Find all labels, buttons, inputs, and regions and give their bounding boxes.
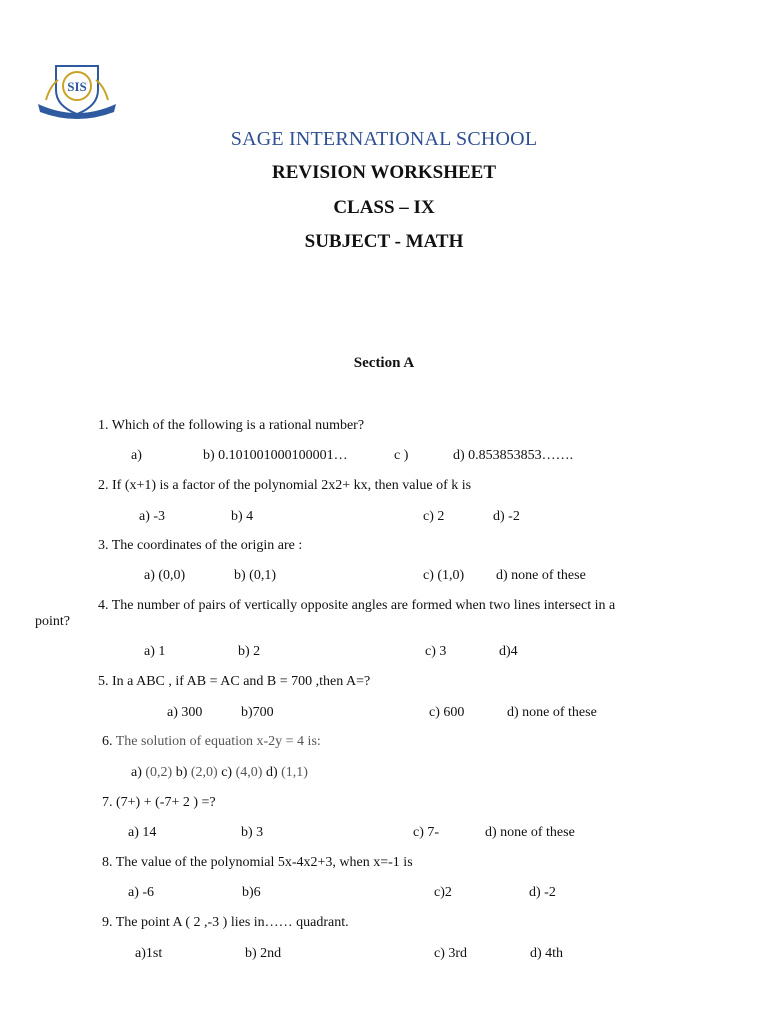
q6-option-b-label: b) bbox=[175, 765, 188, 780]
q6-option-d-value: (1,1) bbox=[281, 765, 308, 780]
q5-option-b: b)700 bbox=[241, 705, 274, 720]
question-6 bbox=[102, 734, 321, 750]
school-name: SAGE INTERNATIONAL SCHOOL bbox=[230, 128, 538, 150]
question-6-number: 6. bbox=[102, 734, 113, 749]
q4-option-d: d)4 bbox=[499, 644, 518, 659]
school-logo-emblem bbox=[34, 60, 120, 122]
q6-option-b-value: (2,0) bbox=[190, 765, 218, 780]
q1-option-c: c ) bbox=[394, 448, 409, 463]
question-5: 5. In a ABC , if AB = AC and B = 700 ,then A=? bbox=[98, 674, 371, 689]
q4-option-a: a) 1 bbox=[144, 644, 166, 659]
q8-option-b: b)6 bbox=[242, 885, 261, 900]
q8-option-a: a) -6 bbox=[128, 885, 155, 900]
q6-option-a-value: (0,2) bbox=[145, 765, 173, 780]
question-8: 8. The value of the polynomial 5x-4x2+3, when x=-1 is bbox=[102, 855, 413, 870]
q4-option-b: b) 2 bbox=[238, 644, 261, 659]
question-9: 9. The point A ( 2 ,-3 ) lies in…… quadrant. bbox=[102, 915, 349, 930]
question-4-continued: point? bbox=[35, 614, 70, 629]
q7-option-d: d) none of these bbox=[485, 825, 575, 840]
q5-option-d: d) none of these bbox=[507, 705, 597, 720]
q2-option-b: b) 4 bbox=[231, 509, 254, 524]
q9-option-c: c) 3rd bbox=[434, 946, 468, 961]
q5-option-a: a) 300 bbox=[167, 705, 203, 720]
q3-option-c: c) (1,0) bbox=[423, 568, 465, 583]
q1-option-b: b) 0.101001000100001… bbox=[203, 448, 348, 463]
q6-option-a-label: a) bbox=[131, 765, 142, 780]
q2-option-d: d) -2 bbox=[493, 509, 520, 524]
q6-option-d-label: d) bbox=[265, 765, 278, 780]
q8-option-d: d) -2 bbox=[529, 885, 556, 900]
question-2: 2. If (x+1) is a factor of the polynomial 2x2+ kx, then value of k is bbox=[98, 478, 472, 493]
q9-option-a: a)1st bbox=[135, 946, 163, 961]
q7-option-c: c) 7- bbox=[413, 825, 440, 840]
worksheet-title: REVISION WORKSHEET bbox=[271, 162, 497, 183]
q6-option-c-value: (4,0) bbox=[235, 765, 263, 780]
q3-option-d: d) none of these bbox=[496, 568, 586, 583]
question-1: 1. Which of the following is a rational number? bbox=[98, 418, 365, 433]
q9-option-d: d) 4th bbox=[530, 946, 564, 961]
q5-option-c: c) 600 bbox=[429, 705, 465, 720]
q8-option-c: c)2 bbox=[434, 885, 452, 900]
q2-option-a: a) -3 bbox=[139, 509, 166, 524]
class-line: CLASS – IX bbox=[333, 197, 435, 218]
logo-lettering: SIS bbox=[67, 79, 87, 94]
subject-line: SUBJECT - MATH bbox=[304, 231, 464, 252]
section-heading: Section A bbox=[353, 355, 415, 371]
q6-option-c-label: c) bbox=[221, 765, 233, 780]
question-7: 7. (7+) + (-7+ 2 ) =? bbox=[102, 795, 216, 810]
q2-option-c: c) 2 bbox=[423, 509, 445, 524]
q9-option-b: b) 2nd bbox=[245, 946, 282, 961]
q7-option-b: b) 3 bbox=[241, 825, 264, 840]
q7-option-a: a) 14 bbox=[128, 825, 157, 840]
q6-options bbox=[131, 765, 308, 781]
question-3: 3. The coordinates of the origin are : bbox=[98, 538, 303, 553]
question-6-text: The solution of equation x-2y = 4 is: bbox=[115, 734, 321, 749]
q3-option-b: b) (0,1) bbox=[234, 568, 276, 583]
question-4: 4. The number of pairs of vertically opposite angles are formed when two lines intersect in a bbox=[98, 598, 616, 613]
q1-option-a: a) bbox=[131, 448, 142, 463]
q3-option-a: a) (0,0) bbox=[144, 568, 186, 583]
q1-option-d: d) 0.853853853……. bbox=[453, 448, 574, 463]
q4-option-c: c) 3 bbox=[425, 644, 447, 659]
